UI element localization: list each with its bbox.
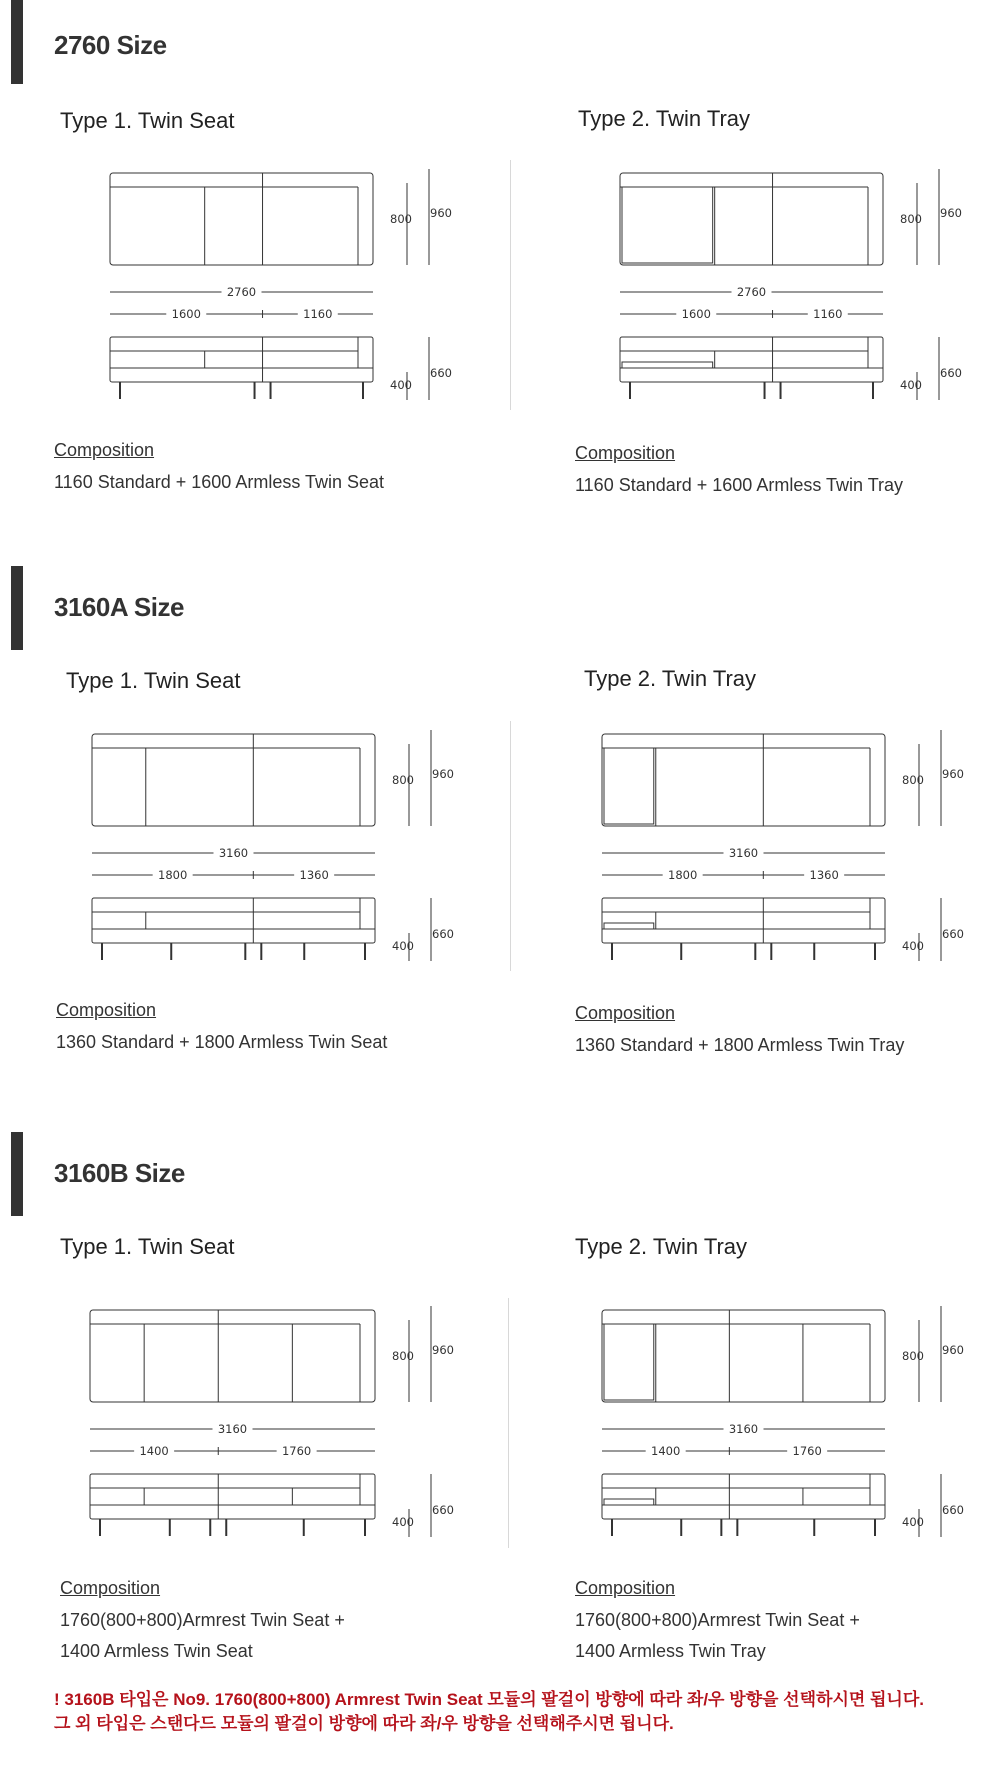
composition-text: 1160 Standard + 1600 Armless Twin Tray	[575, 475, 904, 495]
total-width-label: 3160	[218, 846, 249, 860]
height-label: 400	[390, 378, 412, 392]
height-label: 400	[392, 939, 414, 953]
tray-outline	[622, 187, 713, 263]
divider	[510, 721, 511, 971]
height-label: 660	[430, 366, 452, 380]
right-width-label: 1160	[303, 307, 333, 321]
total-width-label: 2760	[226, 285, 257, 299]
notice-line: ! 3160B 타입은 No9. 1760(800+800) Armrest Twin Seat 모듈의 팔걸이 방향에 따라 좌/우 방향을 선택하시면 됩니다.	[54, 1690, 925, 1709]
right-width-label: 1760	[792, 1444, 822, 1458]
composition-text: 1360 Standard + 1800 Armless Twin Seat	[56, 1032, 388, 1052]
sofa-front-outline	[110, 337, 373, 382]
total-width-label: 3160	[728, 846, 759, 860]
sofa-drawing	[600, 726, 980, 976]
type-title: Type 1. Twin Seat	[60, 108, 235, 133]
right-width-label: 1760	[281, 1444, 312, 1458]
height-label: 800	[392, 1349, 414, 1363]
height-label: 960	[430, 206, 452, 220]
sofa-front-outline	[602, 898, 885, 943]
height-label: 400	[900, 378, 922, 392]
composition-label: Composition	[575, 443, 676, 463]
right-width-label: 1160	[813, 307, 843, 321]
right-width-label: 1360	[809, 868, 839, 882]
left-width-label: 1800	[158, 868, 188, 882]
sofa-drawing	[90, 726, 470, 976]
height-label: 800	[390, 212, 412, 226]
height-label: 800	[902, 773, 924, 787]
left-width-label: 1800	[668, 868, 698, 882]
height-label: 800	[902, 1349, 924, 1363]
notice-text	[54, 1688, 924, 1736]
left-width-label: 1400	[139, 1444, 169, 1458]
composition-text: 1760(800+800)Armrest Twin Seat +	[60, 1610, 345, 1630]
type-title: Type 2. Twin Tray	[575, 1234, 748, 1259]
composition-label: Composition	[54, 440, 155, 460]
height-label: 660	[942, 927, 964, 941]
composition-label: Composition	[575, 1003, 676, 1023]
composition-label: Composition	[56, 1000, 157, 1020]
sofa-front-outline	[620, 337, 883, 382]
left-width-label: 1400	[651, 1444, 681, 1458]
type-title: Type 1. Twin Seat	[66, 668, 241, 693]
divider	[508, 1298, 509, 1548]
height-label: 660	[942, 1503, 964, 1517]
composition-text: 1360 Standard + 1800 Armless Twin Tray	[575, 1035, 905, 1055]
tray-outline	[604, 748, 654, 824]
height-label: 960	[432, 1343, 454, 1357]
section-title: 3160B Size	[54, 1158, 185, 1188]
composition-text: 1760(800+800)Armrest Twin Seat +	[575, 1610, 860, 1630]
composition-text: 1400 Armless Twin Seat	[60, 1641, 253, 1661]
total-width-label: 3160	[728, 1422, 759, 1436]
tray-front	[604, 923, 654, 929]
section-marker	[11, 1132, 23, 1216]
tray-front	[622, 362, 713, 368]
height-label: 660	[432, 1503, 454, 1517]
height-label: 400	[902, 939, 924, 953]
total-width-label: 2760	[736, 285, 767, 299]
type-title: Type 2. Twin Tray	[584, 666, 757, 691]
right-width-label: 1360	[299, 868, 329, 882]
sofa-drawing	[618, 165, 978, 415]
height-label: 960	[940, 206, 962, 220]
section-marker	[11, 566, 23, 650]
height-label: 400	[902, 1515, 924, 1529]
height-label: 960	[432, 767, 454, 781]
height-label: 960	[942, 767, 964, 781]
sofa-drawing	[600, 1302, 980, 1552]
divider	[510, 160, 511, 410]
section-title: 2760 Size	[54, 30, 167, 60]
sofa-drawing	[108, 165, 468, 415]
sofa-drawing	[88, 1302, 470, 1552]
left-width-label: 1600	[681, 307, 711, 321]
section-title: 3160A Size	[54, 592, 184, 622]
type-title: Type 1. Twin Seat	[60, 1234, 235, 1259]
tray-outline	[604, 1324, 654, 1400]
section-marker	[11, 0, 23, 84]
composition-label: Composition	[60, 1578, 161, 1598]
sofa-front-outline	[90, 1474, 375, 1519]
height-label: 800	[392, 773, 414, 787]
total-width-label: 3160	[217, 1422, 248, 1436]
composition-text: 1160 Standard + 1600 Armless Twin Seat	[54, 472, 385, 492]
tray-front	[604, 1499, 654, 1505]
height-label: 660	[432, 927, 454, 941]
height-label: 960	[942, 1343, 964, 1357]
composition-label: Composition	[575, 1578, 676, 1598]
composition-text: 1400 Armless Twin Tray	[575, 1641, 766, 1661]
sofa-front-outline	[92, 898, 375, 943]
height-label: 400	[392, 1515, 414, 1529]
left-width-label: 1600	[171, 307, 201, 321]
type-title: Type 2. Twin Tray	[578, 106, 751, 131]
height-label: 660	[940, 366, 962, 380]
sofa-front-outline	[602, 1474, 885, 1519]
height-label: 800	[900, 212, 922, 226]
notice-line: 그 외 타입은 스탠다드 모듈의 팔걸이 방향에 따라 좌/우 방향을 선택해주시면 됩니다.	[54, 1714, 674, 1733]
